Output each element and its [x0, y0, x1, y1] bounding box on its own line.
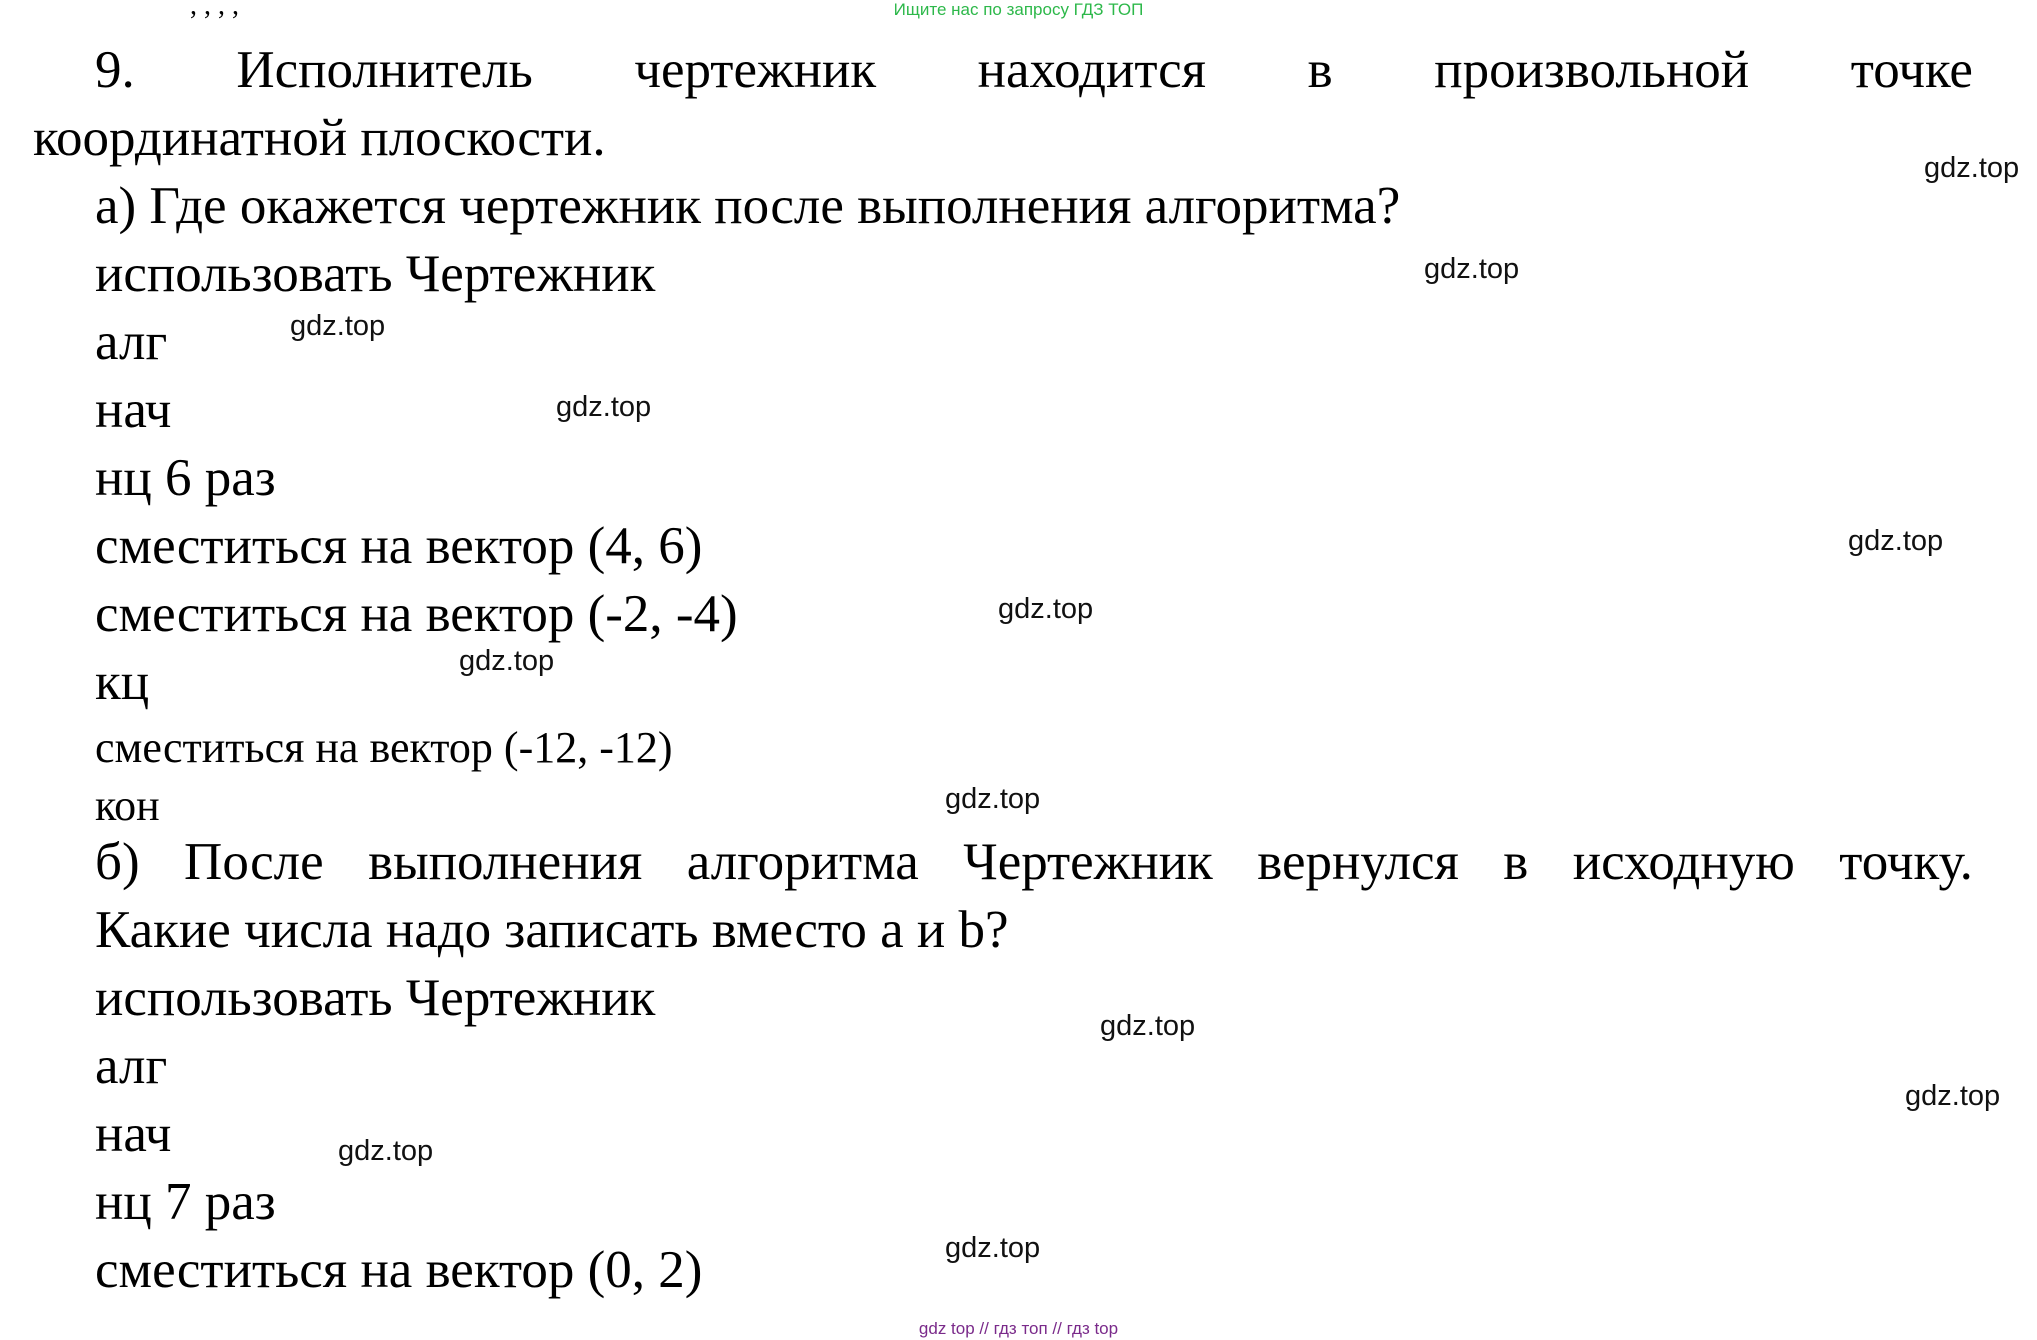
word: После	[184, 833, 324, 891]
word: вернулся	[1257, 833, 1459, 891]
task-line-1	[95, 40, 1973, 100]
word: точке	[1850, 41, 1973, 99]
algo-a-line: алг	[95, 313, 168, 371]
watermark: gdz.top	[945, 783, 1041, 815]
part-b-line-2: Какие числа надо записать вместо а и b?	[95, 901, 1009, 959]
word: в	[1503, 833, 1529, 891]
word: выполнения	[368, 833, 643, 891]
word: чертежник	[634, 41, 877, 99]
algo-b-line: нач	[95, 1105, 172, 1163]
watermark: gdz.top	[1924, 152, 2020, 184]
algo-a-line: нач	[95, 381, 172, 439]
word: в	[1307, 41, 1333, 99]
word: находится	[977, 41, 1207, 99]
algo-a-line: использовать Чертежник	[95, 245, 656, 303]
footer: gdz top // гдз топ // гдз top	[918, 1319, 1119, 1338]
watermark: gdz.top	[290, 310, 386, 342]
task-number: 9.	[95, 41, 135, 99]
watermark: gdz.top	[1848, 525, 1944, 557]
algo-a-line: кц	[95, 653, 150, 711]
watermark: gdz.top	[556, 391, 652, 423]
algo-a-line: нц 6 раз	[95, 449, 276, 507]
cut-off-text: , , , ,	[190, 0, 239, 21]
word: Исполнитель	[236, 41, 533, 99]
algo-b-line: использовать Чертежник	[95, 969, 656, 1027]
word: б)	[95, 833, 140, 891]
word: исходную	[1572, 833, 1795, 891]
task-line-2: координатной плоскости.	[33, 109, 606, 167]
top-banner: Ищите нас по запросу ГДЗ ТОП	[893, 0, 1144, 19]
algo-b-line: алг	[95, 1037, 168, 1095]
watermark: gdz.top	[1905, 1080, 2001, 1112]
watermark: gdz.top	[1424, 253, 1520, 285]
watermark: gdz.top	[1100, 1010, 1196, 1042]
algo-a-line: сместиться на вектор (4, 6)	[95, 517, 703, 575]
watermark: gdz.top	[945, 1232, 1041, 1264]
word: точку.	[1839, 833, 1973, 891]
algo-a-line: сместиться на вектор (-12, -12)	[95, 723, 673, 772]
watermark: gdz.top	[998, 593, 1094, 625]
word: алгоритма	[686, 833, 919, 891]
part-a-question: а) Где окажется чертежник после выполнения алгоритма?	[95, 177, 1401, 235]
word: произвольной	[1434, 41, 1750, 99]
watermark: gdz.top	[338, 1135, 434, 1167]
algo-a-line: кон	[95, 781, 160, 830]
watermark: gdz.top	[459, 645, 555, 677]
algo-b-line: сместиться на вектор (0, 2)	[95, 1241, 703, 1299]
algo-a-line: сместиться на вектор (-2, -4)	[95, 585, 738, 643]
part-b-line-1	[95, 832, 1973, 892]
algo-b-line: нц 7 раз	[95, 1173, 276, 1231]
word: Чертежник	[963, 833, 1213, 891]
